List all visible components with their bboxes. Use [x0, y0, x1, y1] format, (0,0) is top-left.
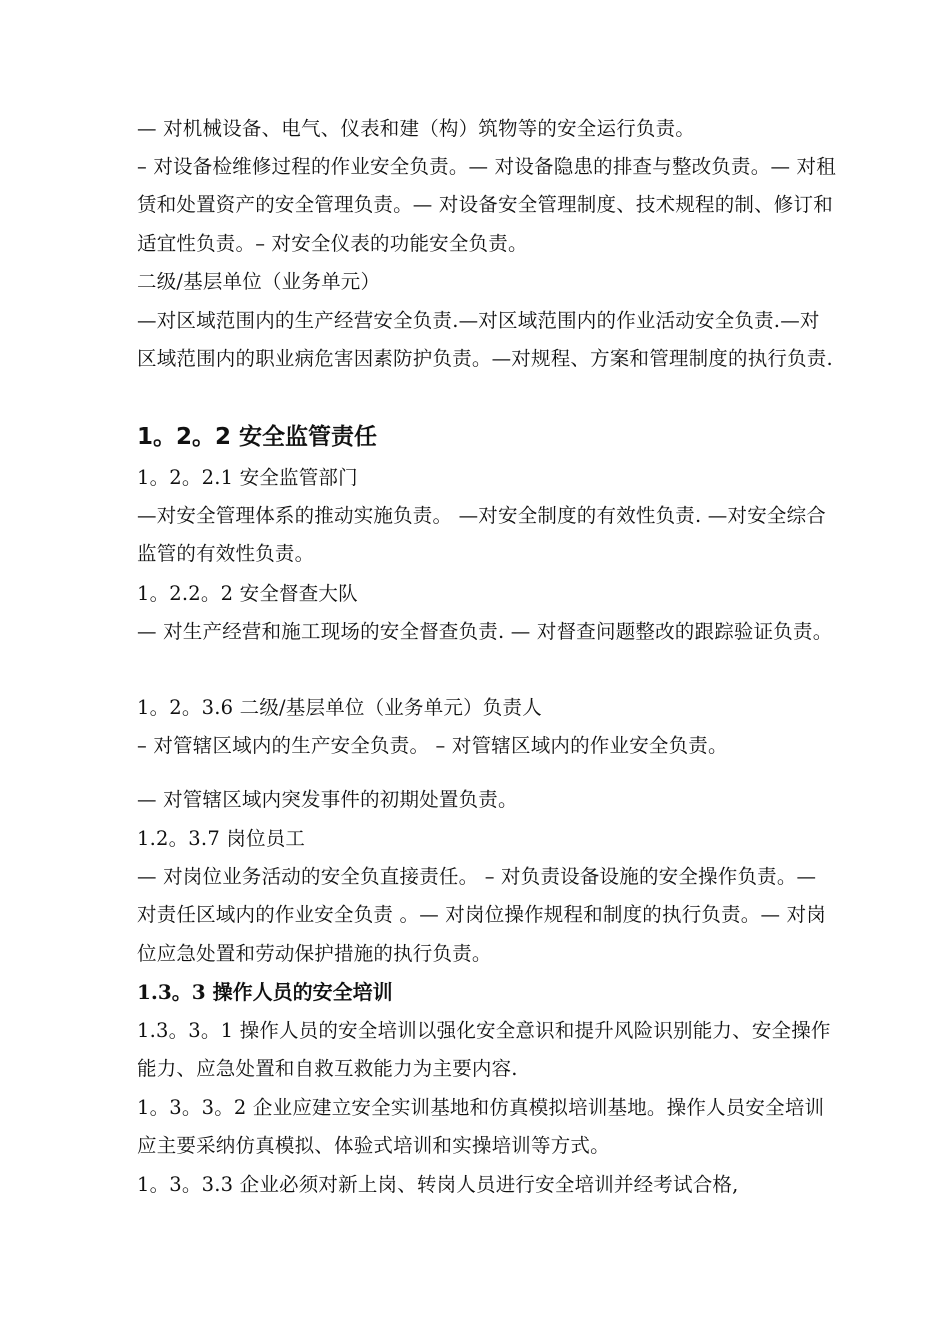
subheading-unit-leader: 1。2。3.6 二级/基层单位（业务单元）负责人	[137, 696, 542, 719]
paragraph-employee-duties: — 对岗位业务活动的安全负直接责任。 – 对负责设备设施的安全操作负责。— 对责任区域内的作业安全负责 。— 对岗位操作规程和制度的执行负责。— 对岗位应急处置和劳动保护措施的执行负责。	[137, 865, 826, 965]
section-heading-safety-supervision: 1。2。2 安全监管责任	[137, 424, 378, 450]
paragraph-area-duties: —对区域范围内的生产经营安全负责.—对区域范围内的作业活动安全负责.—对区域范围内的职业病危害因素防护负责。—对规程、方案和管理制度的执行负责.	[137, 309, 833, 371]
paragraph-supervision-duties: —对安全管理体系的推动实施负责。 —对安全制度的有效性负责. —对安全综合监管的有效性负责。	[137, 504, 826, 566]
paragraph-secondary-unit-label: 二级/基层单位（业务单元）	[137, 270, 381, 293]
paragraph-training-base: 1。3。3。2 企业应建立安全实训基地和仿真模拟培训基地。操作人员安全培训应主要采纳仿真模拟、体验式培训和实操培训等方式。	[137, 1096, 825, 1158]
paragraph-emergency-duty: — 对管辖区域内突发事件的初期处置负责。	[137, 788, 518, 811]
paragraph-mechanical-safety: — 对机械设备、电气、仪表和建（构）筑物等的安全运行负责。	[137, 117, 695, 140]
section-heading-operator-training: 1.3。3 操作人员的安全培训	[137, 980, 393, 1004]
paragraph-inspection-duties: — 对生产经营和施工现场的安全督查负责. — 对督查问题整改的跟踪验证负责。	[137, 620, 833, 643]
paragraph-new-staff-training: 1。3。3.3 企业必须对新上岗、转岗人员进行安全培训并经考试合格,	[137, 1173, 739, 1196]
paragraph-equipment-duties: – 对设备检维修过程的作业安全负责。— 对设备隐患的排查与整改负责。— 对租赁和处置资产的安全管理负责。— 对设备安全管理制度、技术规程的制、修订和适宜性负责。– 对安全仪表的功能安全负责。	[137, 155, 836, 255]
paragraph-unit-leader-duties: – 对管辖区域内的生产安全负责。 – 对管辖区域内的作业安全负责。	[137, 734, 728, 757]
paragraph-training-content: 1.3。3。1 操作人员的安全培训以强化安全意识和提升风险识别能力、安全操作能力、应急处置和自救互救能力为主要内容.	[137, 1019, 831, 1081]
subheading-supervision-department: 1。2。2.1 安全监管部门	[137, 466, 358, 489]
subheading-post-employee: 1.2。3.7 岗位员工	[137, 827, 306, 850]
subheading-inspection-brigade: 1。2.2。2 安全督查大队	[137, 582, 358, 605]
